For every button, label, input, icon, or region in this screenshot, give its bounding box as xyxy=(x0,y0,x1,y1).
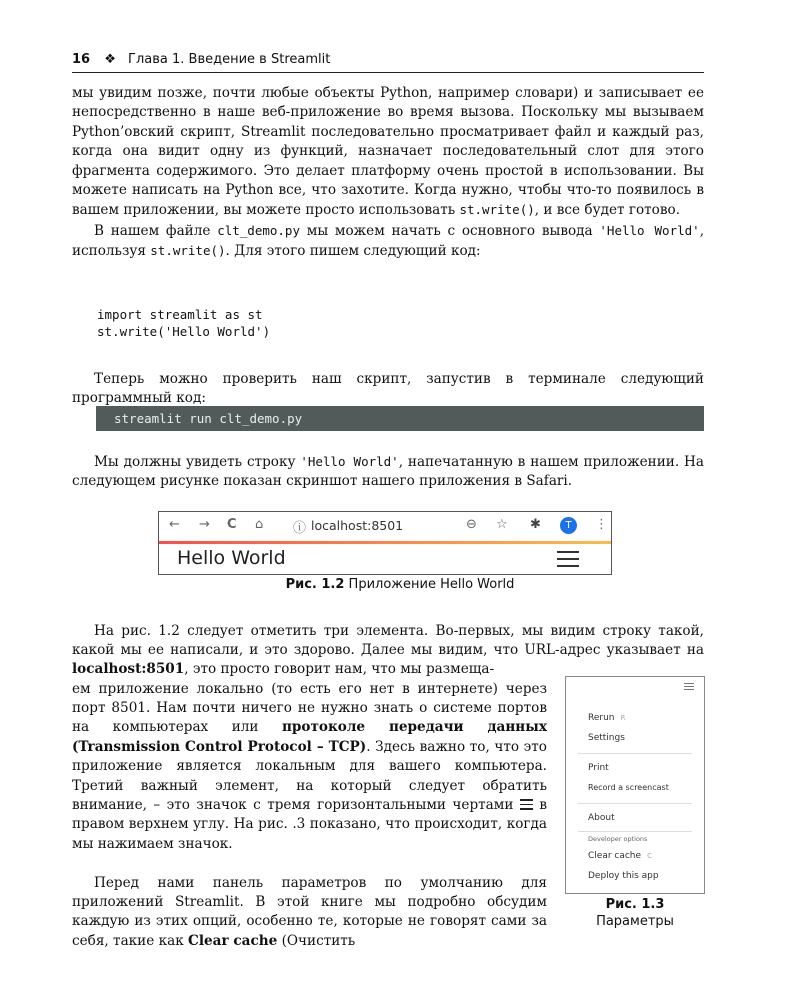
info-icon[interactable]: ⓘ xyxy=(293,521,307,536)
p2-t3: , используя xyxy=(72,222,705,260)
hamburger-menu-icon[interactable] xyxy=(557,551,579,567)
figure-caption-1 xyxy=(0,577,800,592)
p7-t2: (Очистить xyxy=(277,932,356,949)
menu-divider xyxy=(578,831,692,832)
p7-t1: Перед нами панель параметров по умолчанию для приложений Streamlit. В этой книге мы подробно обсудим каждую из этих опций, особенно те, которые не говорят сами за себя, такие как xyxy=(72,874,547,949)
p2-t2: мы можем начать с основного вывода xyxy=(299,222,600,239)
streamlit-gradient-bar xyxy=(159,541,611,544)
figure-label: Рис. 1.2 xyxy=(285,577,345,592)
p2-t4: . Для этого пишем следующий код: xyxy=(225,243,481,260)
menu-item-rerun[interactable] xyxy=(588,713,625,723)
more-icon[interactable]: ⋮ xyxy=(595,517,608,532)
reload-icon[interactable]: C xyxy=(227,517,237,532)
shortcut-key: R xyxy=(620,714,626,722)
inline-code: st.write() xyxy=(459,202,535,218)
paragraph-6 xyxy=(72,680,547,855)
menu-divider xyxy=(578,803,692,804)
code-block-1 xyxy=(97,306,270,340)
menu-item-record[interactable]: Record a screencast xyxy=(588,783,669,792)
inline-code: 'Hello World' xyxy=(599,222,700,238)
browser-toolbar xyxy=(159,512,611,540)
p6-bold: протоколе передачи данных (Transmission Control Protocol – TCP) xyxy=(72,719,547,755)
forward-icon[interactable]: → xyxy=(199,517,210,532)
inline-code: clt_demo.py xyxy=(217,222,300,238)
figure-label-2: Рис. 1.3 xyxy=(605,897,665,912)
settings-menu-screenshot xyxy=(565,676,705,894)
paragraph-7 xyxy=(72,874,547,952)
paragraph-1-text: мы увидим позже, почти любые объекты Python, например словари) и записывает ее непосредственно в наше веб-приложение во время вызова. Поскольку мы вызываем Python’овский скрипт, Streamlit последовательно просматривает файл и каждый раз, когда она видит одну из функций, назначает последовательный слот для этого фрагмента содержимого. Это делает платформу очень простой в использовании. Вы можете написать на Python все, что захотите. Когда нужно, чтобы что-то появилось в вашем приложении, вы можете просто использовать xyxy=(72,85,704,219)
extension-icon[interactable]: ✱ xyxy=(530,517,541,532)
p6-t1: ем приложение локально (то есть его нет в интернете) через порт 8501. Нам почти ничего не нужно знать о системе портов на компьютерах или xyxy=(72,680,547,736)
menu-item-print[interactable]: Print xyxy=(588,763,609,773)
figure-title-2: Параметры xyxy=(596,914,674,929)
url-bar[interactable]: localhost:8501 xyxy=(311,518,404,533)
paragraph-1 xyxy=(72,84,704,221)
code-line: import streamlit as st xyxy=(97,307,263,322)
p4-t1: Мы должны увидеть строку xyxy=(94,453,301,470)
menu-item-clear-cache[interactable] xyxy=(588,851,652,861)
menu-item-settings[interactable]: Settings xyxy=(588,733,625,743)
p5-t1: На рис. 1.2 следует отметить три элемента. Во-первых, мы видим строку такой, какой мы ее написали, и это здорово. Далее мы видим, что URL-адрес указывает на xyxy=(72,622,704,658)
paragraph-1-tail: , и все будет готово. xyxy=(534,202,681,219)
hamburger-icon xyxy=(520,799,533,810)
terminal-command: streamlit run clt_demo.py xyxy=(96,406,704,431)
paragraph-3: Теперь можно проверить наш скрипт, запустив в терминале следующий программный код: xyxy=(72,370,704,406)
inline-code: 'Hello World' xyxy=(300,453,399,469)
chapter-title: Глава 1. Введение в Streamlit xyxy=(128,52,331,67)
star-icon[interactable]: ☆ xyxy=(496,517,508,532)
page-number: 16 xyxy=(72,52,91,67)
menu-item-about[interactable]: About xyxy=(588,813,615,823)
app-hello-text: Hello World xyxy=(177,547,286,569)
figure-title: Приложение Hello World xyxy=(344,577,515,592)
paragraph-2 xyxy=(72,221,704,262)
browser-screenshot xyxy=(158,511,612,575)
ornament-icon: ❖ xyxy=(104,52,116,67)
inline-code: st.write() xyxy=(150,243,226,259)
avatar[interactable]: T xyxy=(560,517,577,534)
p6-t3: в правом верхнем углу. На рис. .3 показано, что происходит, когда мы нажимаем значок. xyxy=(72,797,548,852)
menu-divider xyxy=(578,753,692,754)
zoom-icon[interactable]: ⊖ xyxy=(466,517,477,532)
menu-label: Rerun xyxy=(588,713,615,723)
hamburger-menu-icon[interactable] xyxy=(684,683,694,692)
back-icon[interactable]: ← xyxy=(169,517,180,532)
menu-item-deploy[interactable]: Deploy this app xyxy=(588,871,659,881)
body-text xyxy=(72,84,704,262)
p2-t1: В нашем файле xyxy=(94,222,218,239)
paragraph-5 xyxy=(72,622,704,680)
p5-bold: localhost:8501 xyxy=(72,661,185,678)
p5-t2: , это просто говорит нам, что мы размеща- xyxy=(184,661,495,678)
shortcut-key: C xyxy=(647,852,652,860)
p7-bold: Clear cache xyxy=(188,932,278,949)
page-header xyxy=(72,52,704,73)
home-icon[interactable]: ⌂ xyxy=(255,517,264,532)
code-line: st.write('Hello World') xyxy=(97,324,271,339)
p4-t2: , напечатанную в нашем приложении. На следующем рисунке показан скриншот нашего приложения в Safari. xyxy=(72,453,704,489)
paragraph-4 xyxy=(72,452,704,492)
menu-label: Clear cache xyxy=(588,851,642,861)
developer-options-label: Developer options xyxy=(588,835,648,843)
p6-t2: . Здесь важно то, что это приложение является локальным для вашего компьютера. Третий важный элемент, на который следует обратить внимание, – это значок с тремя горизонтальными чертами xyxy=(72,738,547,814)
